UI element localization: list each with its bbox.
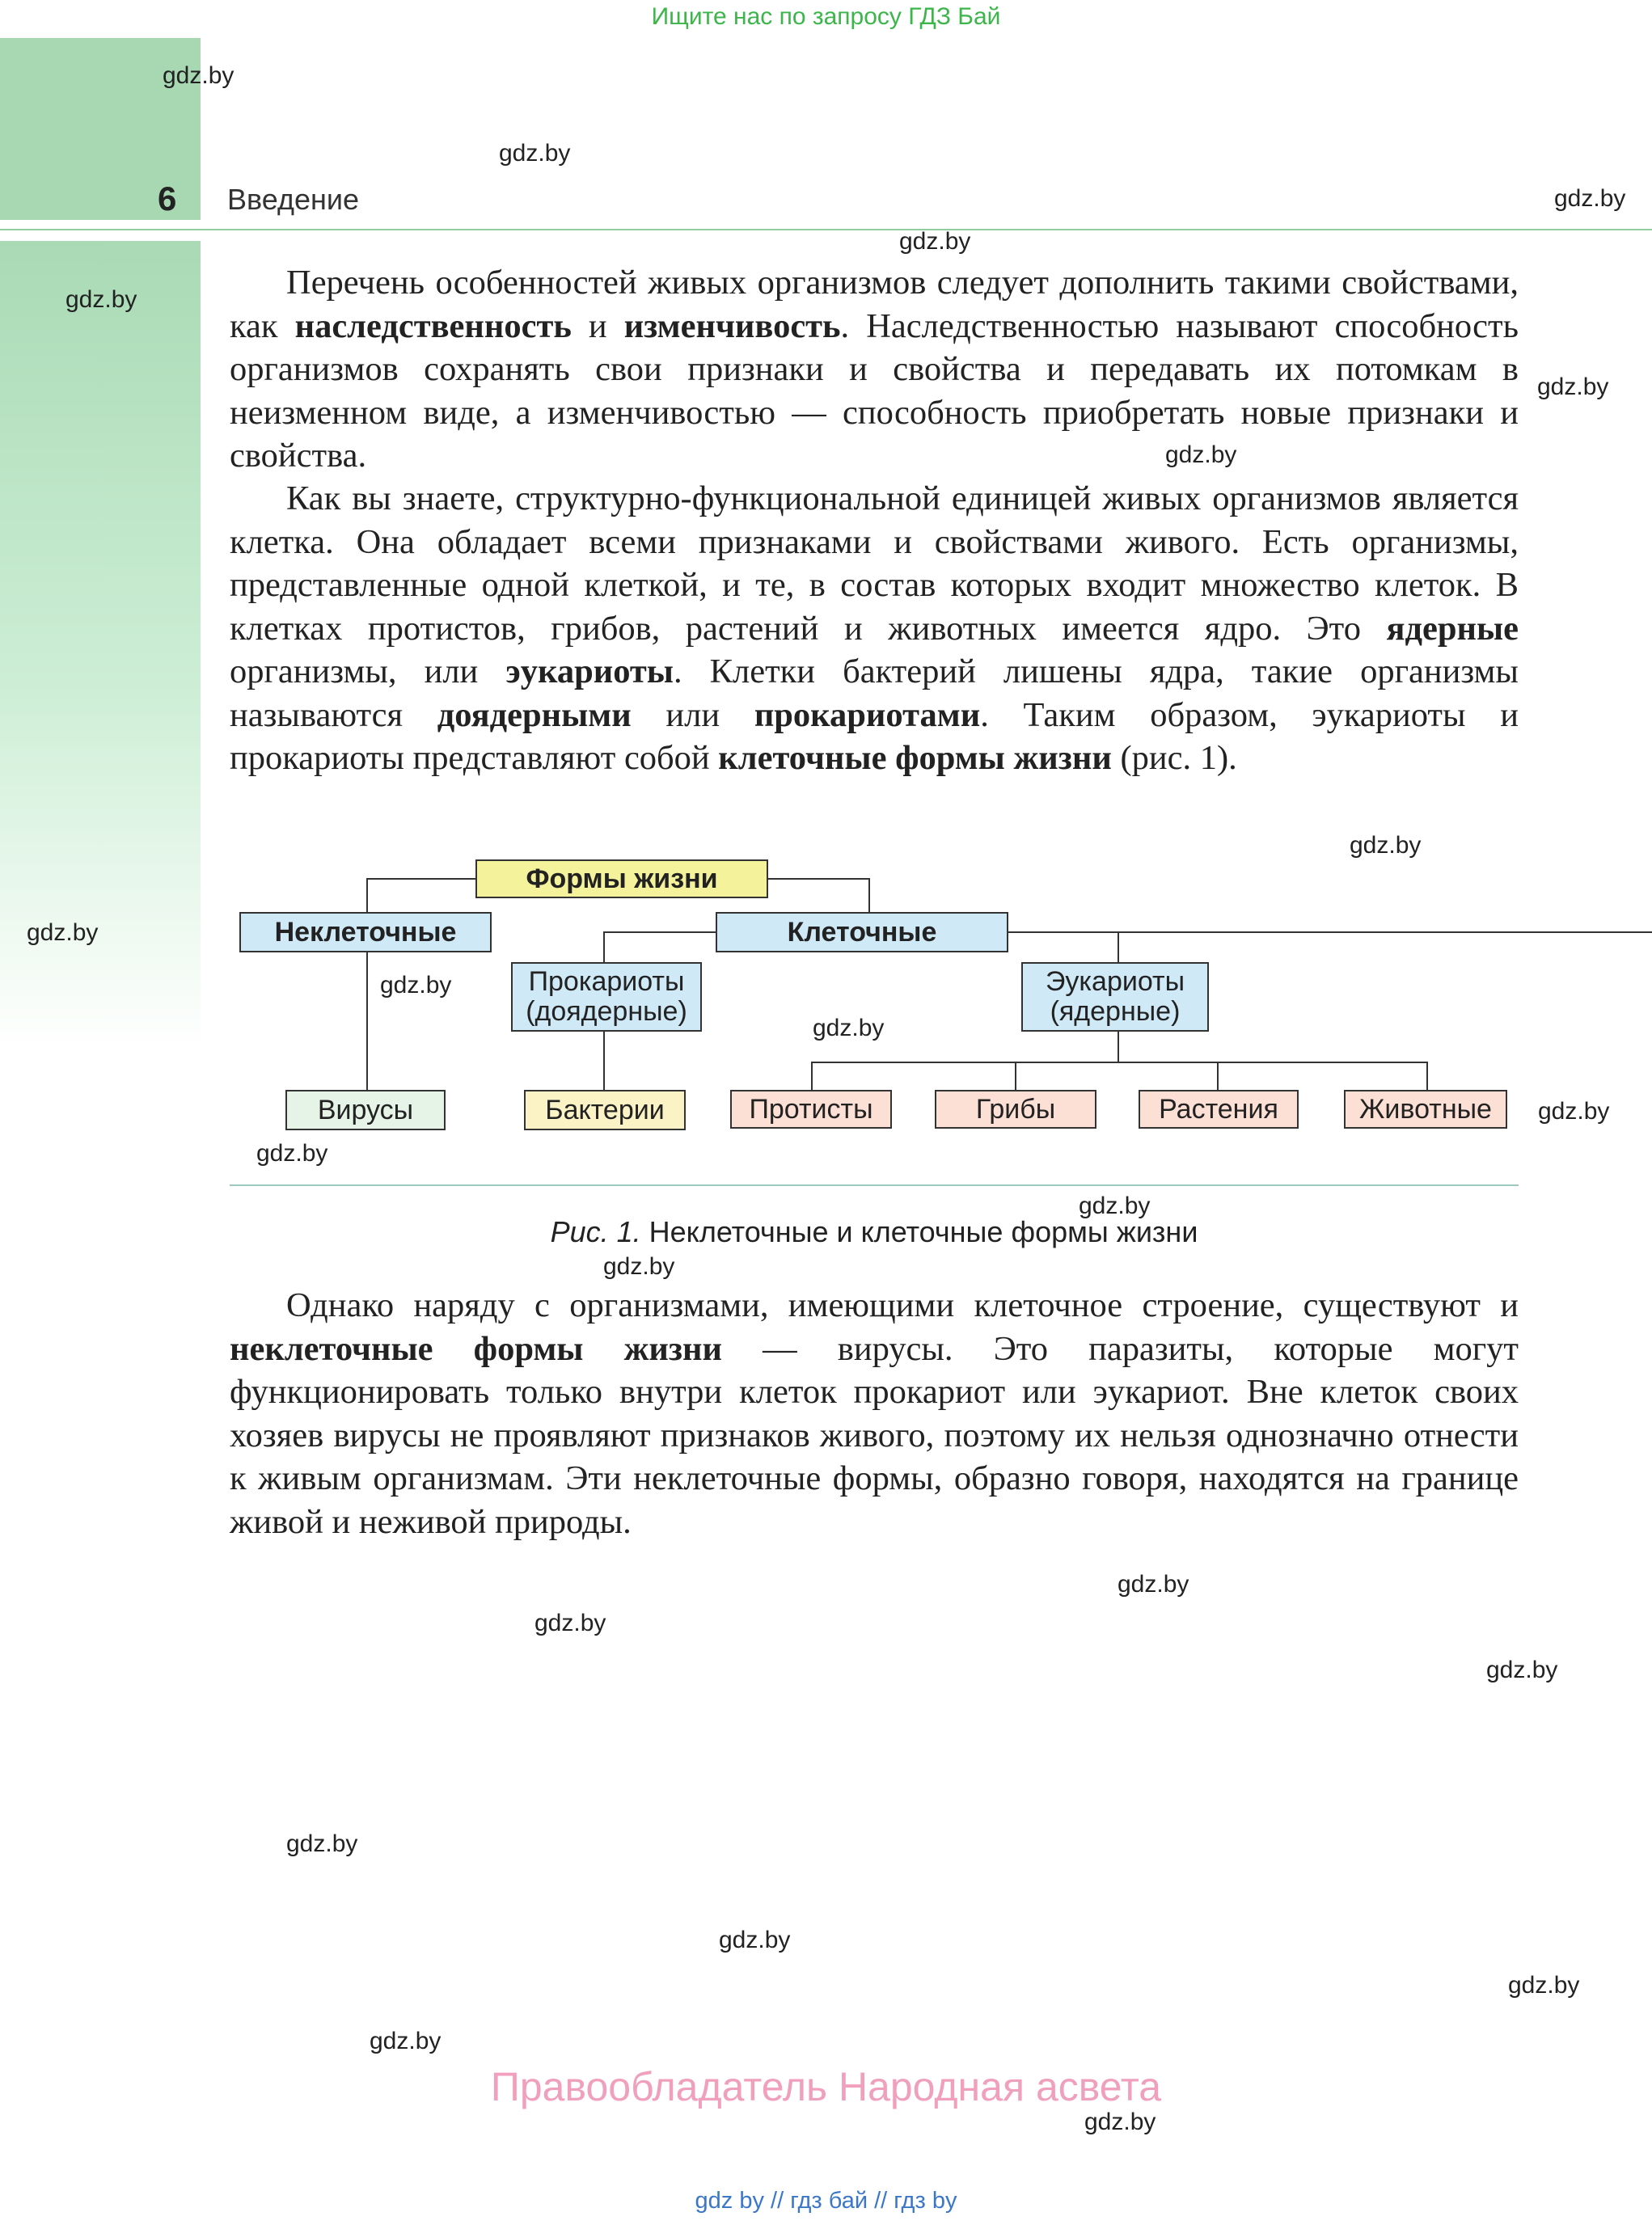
watermark: gdz.by	[65, 286, 137, 313]
bold-term: неклеточные формы жизни	[230, 1329, 722, 1368]
node-prokaryotes	[511, 962, 702, 1032]
watermark: gdz.by	[534, 1610, 606, 1636]
connector	[366, 878, 368, 912]
bold-term: наследственность	[294, 306, 572, 345]
watermark: gdz.by	[256, 1140, 328, 1167]
watermark: gdz.by	[1537, 374, 1609, 400]
text-run: . Клетки бактерий лишены ядра, такие организмы называются	[230, 652, 1519, 734]
bold-term: клеточные формы жизни	[718, 739, 1112, 777]
watermark: gdz.by	[27, 919, 99, 946]
page-number: 6	[158, 179, 177, 217]
connector	[603, 1030, 605, 1091]
node-cellular: Клеточные	[716, 912, 1008, 952]
watermark: gdz.by	[1538, 1098, 1610, 1125]
header-rule	[0, 229, 1652, 230]
section-title: Введение	[227, 183, 360, 216]
figure-caption-text: Неклеточные и клеточные формы жизни	[640, 1215, 1198, 1248]
bold-term: эукариоты	[505, 652, 674, 690]
text-run: Перечень особенностей живых организмов следует дополнить такими свойствами, как	[230, 264, 1519, 345]
node-bacteria: Бактерии	[524, 1090, 686, 1130]
bold-term: ядерные	[1386, 609, 1519, 648]
text-run: или	[631, 695, 754, 734]
connector	[366, 951, 368, 1091]
text-run: организмы, или	[230, 652, 506, 690]
node-noncellular: Неклеточные	[239, 912, 492, 952]
text-run: — вирусы. Это паразиты, которые могут функционировать только внутри клеток прокариот или эукариот. Вне клеток своих хозяев вирусы не проявляют признаков живого, поэтому их нельзя однозначно отнести к живым организмам. Эти неклеточные формы, образно говоря, находятся на границе живой и неживой природы.	[230, 1329, 1519, 1541]
watermark: gdz.by	[1079, 1193, 1151, 1219]
paragraph-noncellular	[230, 1284, 1519, 1543]
connector	[1118, 931, 1119, 962]
connector	[811, 1062, 813, 1091]
top-banner[interactable]: Ищите нас по запросу ГДЗ Бай	[651, 3, 1001, 30]
text-run: . Таким образом, эукариоты и прокариоты представляют собой	[230, 695, 1519, 777]
text-run: и	[571, 306, 624, 345]
text-run: Как вы знаете, структурно-функциональной единицей живых организмов является клетка. Она обладает всеми признаками и свойствами живого. Есть организмы, представленные одной клеткой, и те, в состав которых входит множество клеток. В клетках протистов, грибов, растений и животных имеется ядро. Это	[230, 479, 1519, 648]
connector	[868, 878, 870, 912]
watermark: gdz.by	[1486, 1657, 1558, 1683]
bold-term: прокариотами	[754, 695, 981, 734]
connector	[1118, 1032, 1119, 1062]
node-protists: Протисты	[730, 1090, 892, 1129]
text-run: Однако наряду с организмами, имеющими клеточное строение, существуют и	[286, 1286, 1519, 1324]
connector	[1217, 1062, 1219, 1091]
connector	[1015, 1062, 1016, 1091]
watermark: gdz.by	[813, 1015, 885, 1041]
node-viruses: Вирусы	[285, 1090, 446, 1130]
node-animals: Животные	[1344, 1090, 1507, 1129]
watermark: gdz.by	[1508, 1972, 1580, 1999]
text-run: (рис. 1).	[1111, 739, 1237, 777]
rights-holder: Правообладатель Народная асвета	[490, 2064, 1162, 2109]
text-run: . Наследственностью называют способность организмов сохранять свои признаки и свойства и передавать их потомкам в неизменном виде, а изменчивостью — способность приобретать новые признаки и свойства.	[230, 306, 1519, 475]
bold-term: изменчивость	[623, 306, 841, 345]
node-eukaryotes-line2: (ядерные)	[1050, 996, 1181, 1027]
watermark: gdz.by	[719, 1927, 791, 1953]
paragraph-heredity	[230, 261, 1519, 478]
watermark: gdz.by	[603, 1253, 675, 1280]
node-plants: Растения	[1139, 1090, 1299, 1129]
watermark: gdz.by	[1554, 185, 1626, 212]
figure-caption-label: Рис. 1.	[550, 1215, 641, 1248]
node-eukaryotes	[1021, 962, 1209, 1032]
watermark: gdz.by	[499, 140, 571, 167]
figure-rule	[230, 1184, 1519, 1186]
watermark: gdz.by	[286, 1830, 358, 1857]
connector	[811, 1062, 1427, 1063]
figure-caption	[230, 1215, 1519, 1249]
node-prokaryotes-line2: (доядерные)	[526, 996, 687, 1027]
watermark: gdz.by	[380, 972, 452, 999]
node-prokaryotes-line1: Прокариоты	[528, 966, 685, 997]
paragraph-cell-forms	[230, 477, 1519, 780]
node-eukaryotes-line1: Эукариоты	[1045, 966, 1185, 997]
node-life-forms: Формы жизни	[475, 859, 768, 898]
watermark: gdz.by	[370, 2028, 442, 2054]
bold-term: доядерными	[437, 695, 632, 734]
watermark: gdz.by	[163, 62, 234, 89]
node-fungi: Грибы	[935, 1090, 1096, 1129]
watermark: gdz.by	[1165, 441, 1237, 468]
watermark: gdz.by	[899, 228, 971, 255]
watermark: gdz.by	[1084, 2109, 1156, 2135]
footer-links[interactable]: gdz by // гдз бай // гдз by	[695, 2188, 957, 2214]
connector	[1426, 1062, 1428, 1091]
watermark: gdz.by	[1118, 1571, 1189, 1598]
watermark: gdz.by	[1350, 832, 1422, 859]
connector	[603, 931, 605, 962]
